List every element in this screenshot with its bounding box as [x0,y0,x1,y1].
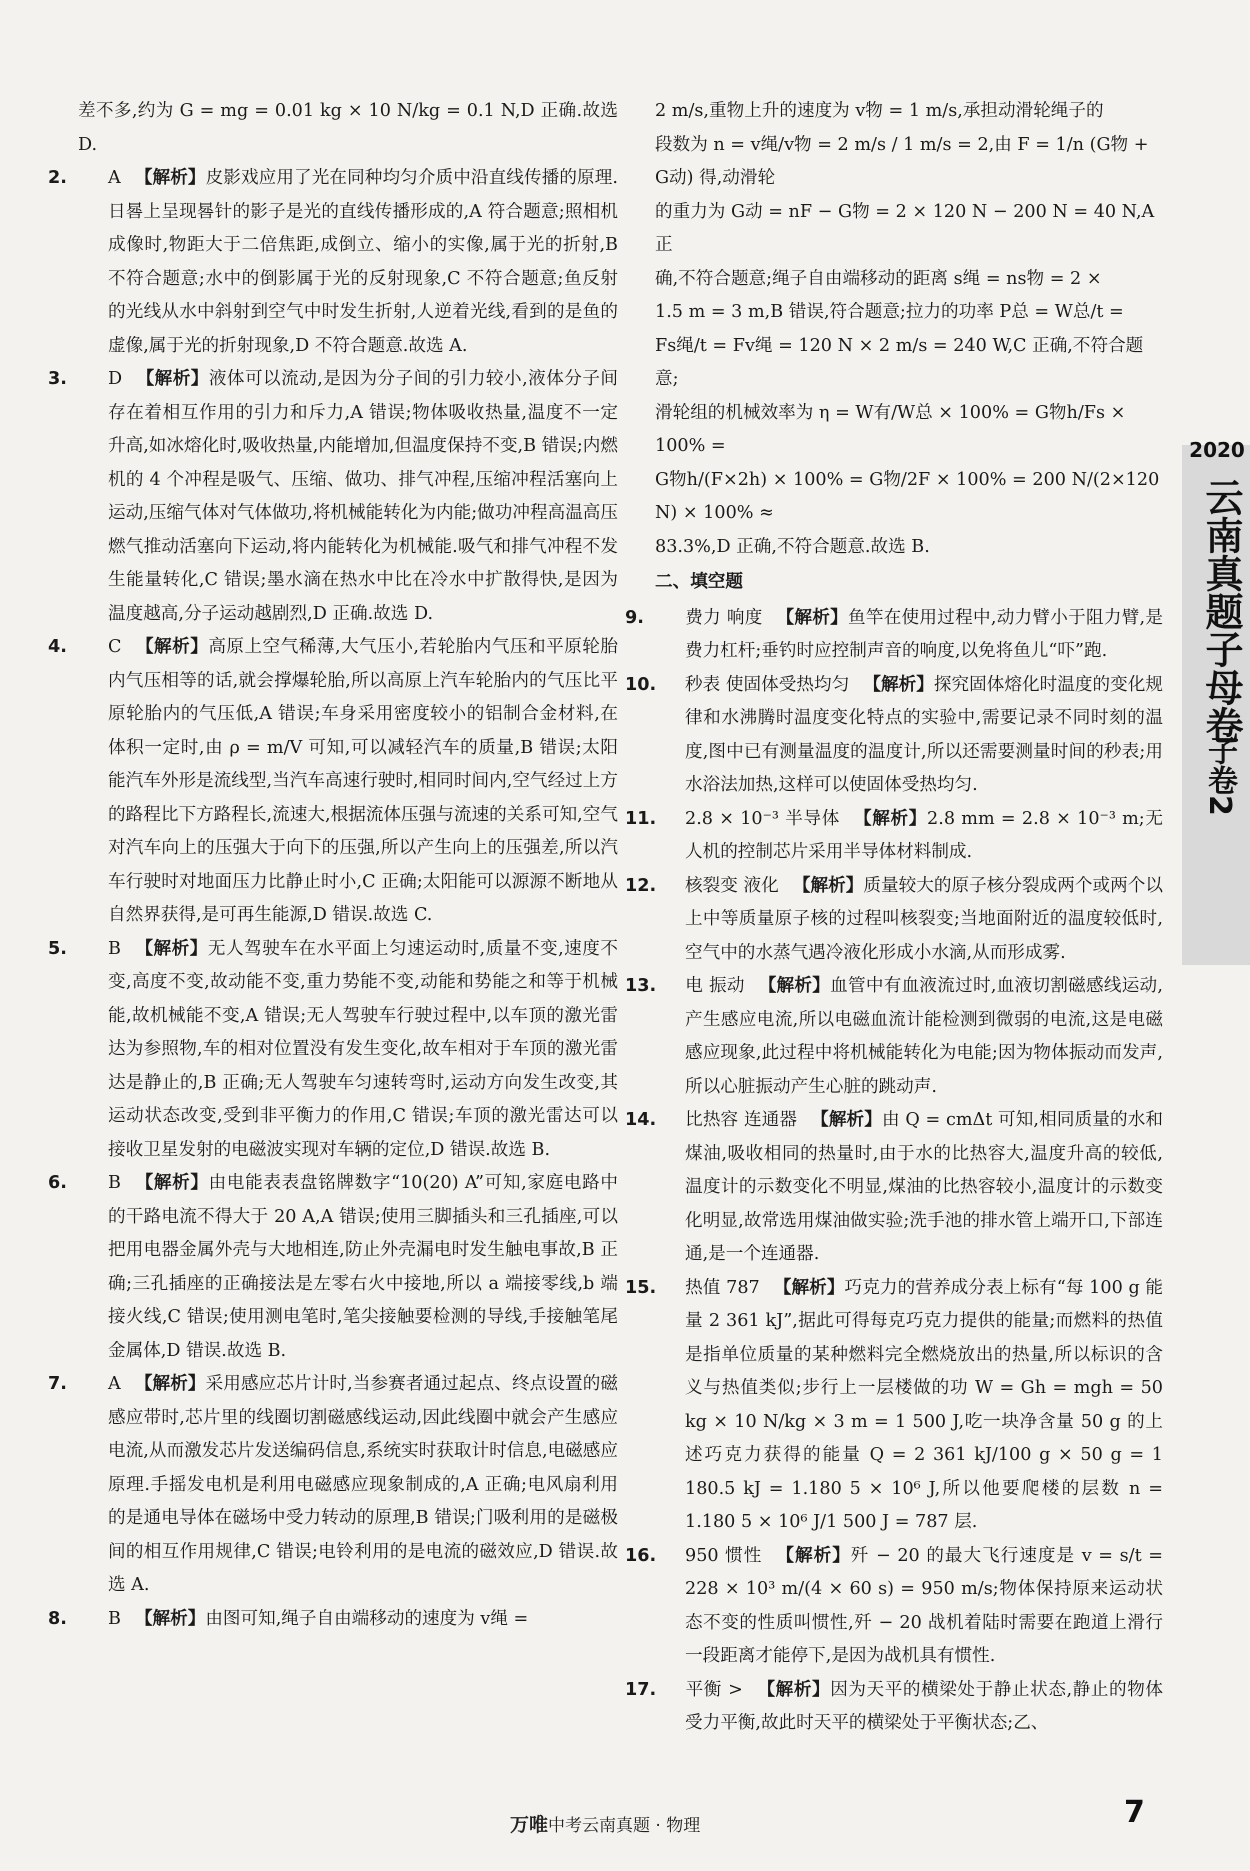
q2-item: 2. A 【解析】皮影戏应用了光在同种均匀介质中沿直线传播的原理.日晷上呈现晷针的影子是光的直线传播形成的,A 符合题意;照相机成像时,物距大于二倍焦距,成倒立、缩小的实像,属于光的折射,B 不符合题意;水中的倒影属于光的反射现象,C 不符合题意;鱼反射的光线从水中斜射到空气中时发生折射,人逆着光线,看到的是鱼的虚像,属于光的折射现象,D 不符合题意.故选 A. [48,168,618,356]
q4-item: 4. C 【解析】高原上空气稀薄,大气压小,若轮胎内气压和平原轮胎内气压相等的话,就会撑爆轮胎,所以高原上汽车轮胎内的气压比平原轮胎内的气压低,A 错误;车身采用密度较小的铝制合金材料,在体积一定时,由 ρ = m/V 可知,可以减轻汽车的质量,B 错误;太阳能汽车外形是流线型,当汽车高速行驶时,相同时间内,空气经过上方的路程比下方路程长,流速大,根据流体压强与流速的关系可知,空气对汽车向上的压强大于向下的压强,所以产生向上的压强差,所以汽车行驶时对地面压力比静止时小,C 正确;太阳能可以源源不断地从自然界获得,是可再生能源,D 错误.故选 C. [48,637,618,925]
footer-brand [510,1810,700,1837]
q11-item: 11. 2.8 × 10⁻³ 半导体 【解析】2.8 mm = 2.8 × 10⁻³ m;无人机的控制芯片采用半导体材料制成. [625,808,1163,862]
q13-item: 13. 电 振动 【解析】血管中有血液流过时,血液切割磁感线运动,产生感应电流,所以电磁血流计能检测到微弱的电流,这是电磁感应现象,此过程中将机械能转化为电能;因为物体振动而发声,所以心脏振动产生心脏的跳动声. [625,976,1164,1097]
q8-item: 8. B 【解析】由图可知,绳子自由端移动的速度为 v绳 = [48,1608,529,1629]
q8-line: 滑轮组的机械效率为 η = W有/W总 × 100% = G物h/Fs × 100% = [655,402,1126,456]
right-column [625,95,1164,1741]
q8-line: 确,不符合题意;绳子自由端移动的距离 s绳 = ns物 = 2 × [655,268,1102,289]
q8-line: G物h/(F×2h) × 100% = G物/2F × 100% = 200 N/(2×120 N) × 100% ≈ [655,469,1160,523]
q8-continuation [655,95,1163,564]
side-tab-subtitle: 子卷2 [1202,735,1237,816]
q8-line: 的重力为 G动 = nF − G物 = 2 × 120 N − 200 N = 40 N,A 正 [655,201,1155,255]
left-column [48,95,618,1636]
q8-line: 2 m/s,重物上升的速度为 v物 = 1 m/s,承担动滑轮绳子的 [655,101,1104,121]
q8-line: 1.5 m = 3 m,B 错误,符合题意;拉力的功率 P总 = W总/t = [655,302,1124,322]
brand-logo: 万唯 [510,1814,549,1836]
q15-item: 15. 热值 787 【解析】巧克力的营养成分表上标有“每 100 g 能量 2 361 kJ”,据此可得每克巧克力提供的能量;而燃料的热值是指单位质量的某种燃料完全燃烧放出的热量,所以标识的含义与热值类似;步行上一层楼做的功 W = Gh = mgh = 50 kg × 10 N/kg × 3 m = 1 500 J,吃一块净含量 50 g 的上述巧克力获得的能量 Q = 2 361 kJ/100 g × 50 g = 1 180.5 kJ = 1.180 5 × 10⁶ J,所以他要爬楼的层数 n = 1.180 5 × 10⁶ J/1 500 J = 787 层. [625,1277,1163,1532]
section-title: 二、填空题 [655,572,743,592]
q17-item: 17. 平衡 > 【解析】因为天平的横梁处于静止状态,静止的物体受力平衡,故此时天平的横梁处于平衡状态;乙、 [625,1679,1163,1733]
book-title: 中考云南真题 · 物理 [548,1816,701,1836]
side-tab-year: 2020 [1189,438,1245,462]
q5-item: 5. B 【解析】无人驾驶车在水平面上匀速运动时,质量不变,速度不变,高度不变,故动能不变,重力势能不变,动能和势能之和等于机械能,故机械能不变,A 错误;无人驾驶车行驶过程中,以车顶的激光雷达为参照物,车的相对位置没有发生变化,故车相对于车顶的激光雷达是静止的,B 正确;无人驾驶车匀速转弯时,运动方向发生改变,其运动状态改变,受到非平衡力的作用,C 错误;车顶的激光雷达可以接收卫星发射的电磁波实现对车辆的定位,D 错误.故选 B. [48,938,618,1160]
q14-item: 14. 比热容 连通器 【解析】由 Q = cmΔt 可知,相同质量的水和煤油,吸收相同的热量时,由于水的比热容大,温度升高的较低,温度计的示数变化不明显,煤油的比热容较小,温度计的示数变化明显,故常选用煤油做实验;洗手池的排水管上端开口,下部连通,是一个连通器. [625,1110,1163,1264]
q8-line: 83.3%,D 正确,不符合题意.故选 B. [655,536,930,557]
q9-item: 9. 费力 响度 【解析】鱼竿在使用过程中,动力臂小于阻力臂,是费力杠杆;垂钓时应控制声音的响度,以免将鱼儿“吓”跑. [625,607,1163,661]
side-tab-title: 云南真题子母卷 [1199,478,1243,744]
q3-item: 3. D 【解析】液体可以流动,是因为分子间的引力较小,液体分子间存在着相互作用的引力和斥力,A 错误;物体吸收热量,温度不一定升高,如冰熔化时,吸收热量,内能增加,但温度保持不变,B 错误;内燃机的 4 个冲程是吸气、压缩、做功、排气冲程,压缩冲程活塞向上运动,压缩气体对气体做功,将机械能转化为内能;做功冲程高温高压燃气推动活塞向下运动,将内能转化为机械能.吸气和排气冲程不发生能量转化,C 错误;墨水滴在热水中比在冷水中扩散得快,是因为温度越高,分子运动越剧烈,D 正确.故选 D. [48,369,618,624]
q8-line: Fs绳/t = Fv绳 = 120 N × 2 m/s = 240 W,C 正确,不符合题意; [655,335,1144,389]
q16-item: 16. 950 惯性 【解析】歼 − 20 的最大飞行速度是 v = s/t = 228 × 10³ m/(4 × 60 s) = 950 m/s;物体保持原来运动状态不变的性质叫惯性,歼 − 20 战机着陆时需要在跑道上滑行一段距离才能停下,是因为战机具有惯性. [625,1545,1163,1666]
q1-continuation: 差不多,约为 G = mg = 0.01 kg × 10 N/kg = 0.1 N,D 正确.故选 D. [78,101,618,155]
q6-item: 6. B 【解析】由电能表表盘铭牌数字“10(20) A”可知,家庭电路中的干路电流不得大于 20 A,A 错误;使用三脚插头和三孔插座,可以把用电器金属外壳与大地相连,防止外壳漏电时发生触电事故,B 正确;三孔插座的正确接法是左零右火中接地,所以 a 端接零线,b 端接火线,C 错误;使用测电笔时,笔尖接触要检测的导线,手接触笔尾金属体,D 错误.故选 B. [48,1173,618,1361]
q12-item: 12. 核裂变 液化 【解析】质量较大的原子核分裂成两个或两个以上中等质量原子核的过程叫核裂变;当地面附近的温度较低时,空气中的水蒸气遇冷液化形成小水滴,从而形成雾. [625,875,1163,963]
page-number: 7 [1124,1795,1145,1830]
q8-line: 段数为 n = v绳/v物 = 2 m/s / 1 m/s = 2,由 F = 1/n (G物 + G动) 得,动滑轮 [655,134,1149,188]
q7-item: 7. A 【解析】采用感应芯片计时,当参赛者通过起点、终点设置的磁感应带时,芯片里的线圈切割磁感线运动,因此线圈中就会产生感应电流,从而激发芯片发送编码信息,系统实时获取计时信息,电磁感应原理.手摇发电机是利用电磁感应现象制成的,A 正确;电风扇利用的是通电导体在磁场中受力转动的原理,B 错误;门吸利用的是磁极间的相互作用规律,C 错误;电铃利用的是电流的磁效应,D 错误.故选 A. [48,1374,618,1595]
q10-item: 10. 秒表 使固体受热均匀 【解析】探究固体熔化时温度的变化规律和水沸腾时温度变化特点的实验中,需要记录不同时刻的温度,图中已有测量温度的温度计,所以还需要测量时间的秒表;用水浴法加热,这样可以使固体受热均匀. [625,674,1163,795]
